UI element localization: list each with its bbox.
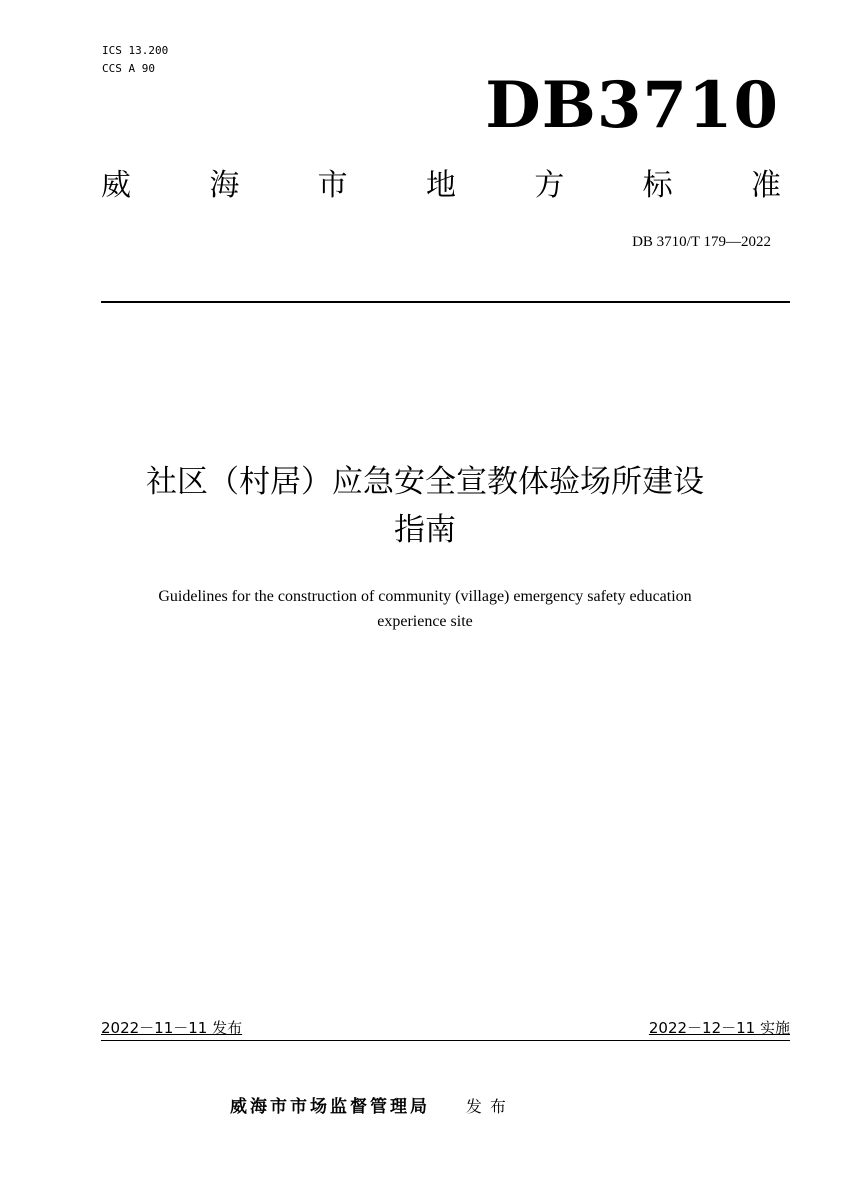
standard-kind-char: 方 — [534, 168, 565, 203]
standard-kind-char: 海 — [209, 168, 240, 203]
issue-date: 2022－11－11 发布 — [101, 1019, 243, 1037]
standard-kind-char: 准 — [750, 168, 781, 203]
publisher-name: 威海市市场监督管理局 — [230, 1097, 430, 1117]
title-en-line: experience site — [377, 613, 473, 630]
standard-kind-char: 地 — [425, 168, 456, 203]
ics-code: ICS 13.200 — [102, 44, 169, 57]
date-row — [101, 1018, 790, 1041]
standard-code: DB3710 — [485, 68, 779, 143]
standard-kind — [101, 166, 781, 206]
document-title-en — [70, 584, 780, 634]
title-en-line: Guidelines for the construction of community (village) emergency safety education — [158, 588, 692, 605]
classification-codes — [102, 42, 168, 78]
header-divider — [101, 301, 790, 303]
document-title-cn — [60, 458, 790, 554]
implementation-date: 2022－12－11 实施 — [648, 1019, 790, 1037]
title-cn-line: 社区（村居）应急安全宣教体验场所建设 — [146, 464, 704, 500]
standard-kind-char: 市 — [317, 168, 348, 203]
publisher-row — [230, 1095, 514, 1119]
standard-kind-char: 威 — [101, 168, 131, 203]
standard-kind-char: 标 — [642, 168, 673, 203]
title-cn-line: 指南 — [394, 512, 456, 548]
publish-label: 发布 — [465, 1097, 514, 1116]
standard-number: DB 3710/T 179—2022 — [632, 234, 771, 250]
ccs-code: CCS A 90 — [102, 62, 155, 75]
